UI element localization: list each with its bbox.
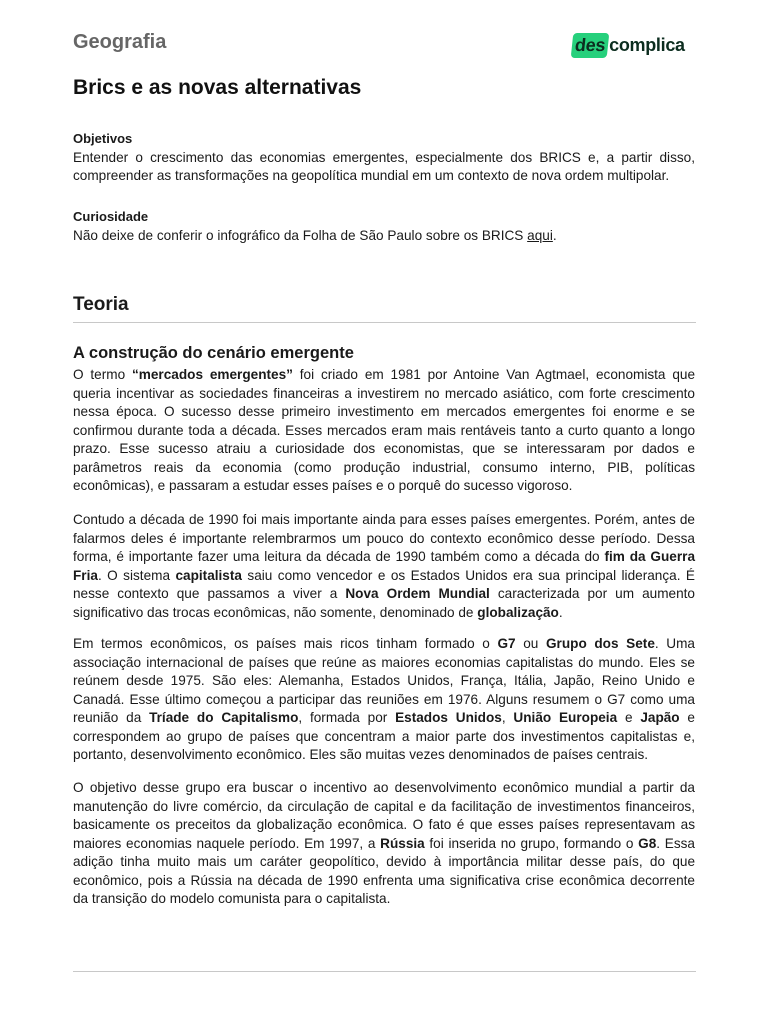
logo-badge: des <box>571 33 610 58</box>
infographic-link[interactable]: aqui <box>527 227 553 243</box>
curiosidade-label: Curiosidade <box>73 209 149 224</box>
section-heading: A construção do cenário emergente <box>73 344 354 362</box>
objetivos-section <box>73 130 695 186</box>
objetivos-text: Entender o crescimento das economias emergentes, especialmente dos BRICS e, a partir disso, compreender as transformações na geopolítica mundial em um contexto de nova ordem multipolar. <box>73 149 695 183</box>
curiosidade-section <box>73 208 695 245</box>
page-title: Brics e as novas alternativas <box>73 76 362 99</box>
descomplica-logo <box>572 28 685 62</box>
paragraph-4: O objetivo desse grupo era buscar o incentivo ao desenvolvimento econômico mundial a partir da manutenção do livre comércio, da circulação de capital e da facilitação de investimentos financeiros, basicamente os preceitos da globalização econômica. O fato é que esses países representavam as maiores economias naquele período. Em 1997, a Rússia foi inserida no grupo, formando o G8. Essa adição tinha muito mais um caráter geopolítico, devido à importância militar desse país, do que econômico, pois a Rússia na década de 1990 enfrenta uma significativa crise econômica decorrente da transição do modelo comunista para o capitalista. <box>73 780 695 906</box>
logo-text: complica <box>609 34 685 55</box>
teoria-heading: Teoria <box>73 294 129 315</box>
curiosidade-body: Não deixe de conferir o infográfico da Folha de São Paulo sobre os BRICS <box>73 227 528 243</box>
paragraph-3: Em termos econômicos, os países mais ricos tinham formado o G7 ou Grupo dos Sete. Uma associação internacional de países que reúne as maiores economias capitalistas do mundo. Eles se reúnem desde 1975. São eles: Alemanha, Estados Unidos, França, Itália, Japão, Reino Unido e Canadá. Esse último começou a participar das reuniões em 1976. Alguns resumem o G7 como uma reunião da Tríade do Capitalismo, formada por Estados Unidos, União Europeia e Japão e correspondem ao grupo de países que concentram a maior parte dos investimentos capitalistas e, portanto, desenvolvimento econômico. Eles são muitas vezes denominados de países centrais. <box>73 636 695 762</box>
footer-divider <box>73 971 696 972</box>
curiosidade-period: . <box>552 227 557 243</box>
curiosidade-text <box>73 227 695 246</box>
paragraph-2: Contudo a década de 1990 foi mais importante ainda para esses países emergentes. Porém, antes de falarmos deles é importante relembrarmos um pouco do contexto econômico desse período. Dessa forma, é importante fazer uma leitura da década de 1990 também como a década do fim da Guerra Fria. O sistema capitalista saiu como vencedor e os Estados Unidos era sua principal liderança. É nesse contexto que passamos a viver a Nova Ordem Mundial caracterizada por um aumento significativo das trocas econômicas, não somente, denominado de globalização. <box>73 512 696 620</box>
paragraph-1: O termo “mercados emergentes” foi criado em 1981 por Antoine Van Agtmael, economista que queria incentivar as sociedades financeiras a investirem no mercado asiático, com forte crescimento nessa época. O sucesso desse primeiro investimento em mercados emergentes foi enorme e se confirmou durante toda a década. Esses mercados eram mais rentáveis tanto a curto quanto a longo prazo. Esse sucesso atraiu a curiosidade dos economistas, que se interessaram por dados e parâmetros reais da economia (como produção industrial, consumo interno, PIB, políticas econômicas), e passaram a estudar esses países e o porquê do sucesso vigoroso. <box>73 367 696 493</box>
subject-heading: Geografia <box>73 31 167 53</box>
objetivos-label: Objetivos <box>73 131 133 146</box>
divider <box>73 322 696 323</box>
